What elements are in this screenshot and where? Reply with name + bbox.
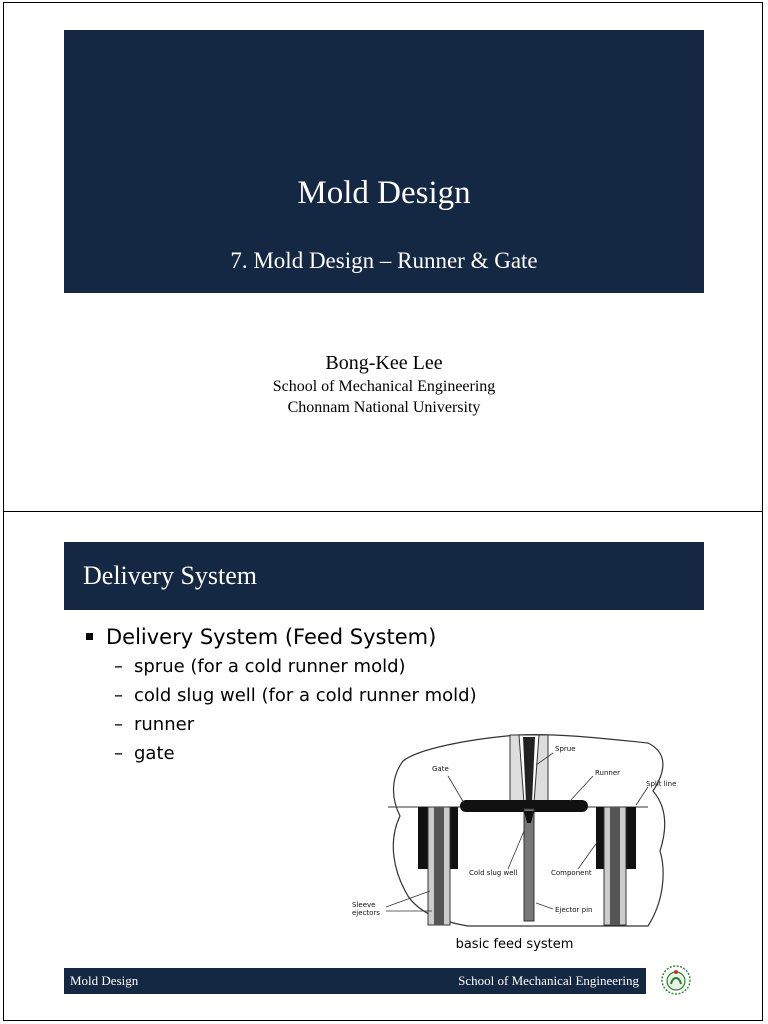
split-line-label: Split line (646, 780, 677, 788)
component-label: Component (551, 869, 592, 877)
sub-item-text: runner (134, 714, 195, 735)
gate-label: Gate (432, 765, 449, 773)
author-block (64, 350, 704, 418)
affiliation-school: School of Mechanical Engineering (272, 378, 496, 395)
slide-title: Mold Design (297, 175, 471, 211)
sub-item-text: sprue (for a cold runner mold) (134, 656, 406, 677)
feed-system-diagram (348, 731, 678, 931)
footer-course: Mold Design (70, 973, 139, 988)
sub-item: – runner (114, 714, 195, 735)
footer-band (64, 968, 646, 994)
ejector-pin-label: Ejector pin (555, 906, 593, 914)
sub-item: – cold slug well (for a cold runner mold) (114, 685, 477, 706)
footer-school: School of Mechanical Engineering (458, 973, 639, 988)
sprue-label: Sprue (555, 745, 576, 753)
sub-item-text: gate (134, 743, 175, 764)
feed-system-svg (348, 731, 678, 931)
runner-label: Runner (595, 769, 621, 777)
sleeve-ejectors-label-2: ejectors (352, 909, 380, 917)
university-logo-icon (660, 964, 692, 996)
slide-divider (3, 511, 763, 512)
figure-caption: basic feed system (455, 937, 574, 952)
sub-item: – gate (114, 743, 175, 764)
sub-item-text: cold slug well (for a cold runner mold) (134, 685, 477, 706)
title-band (64, 30, 704, 293)
bullet-text: Delivery System (Feed System) (106, 625, 437, 649)
cold-slug-well-label: Cold slug well (469, 869, 518, 877)
slide-header-band (64, 542, 704, 610)
sleeve-ejectors-label: Sleeve (352, 901, 376, 909)
bullet-item (84, 622, 684, 652)
sub-item: – sprue (for a cold runner mold) (114, 656, 406, 677)
square-bullet-icon (86, 633, 93, 640)
affiliation-university: Chonnam National University (287, 399, 481, 416)
slide-subtitle: 7. Mold Design – Runner & Gate (230, 248, 538, 273)
slide-header-title: Delivery System (83, 561, 258, 590)
author-name: Bong-Kee Lee (325, 352, 443, 374)
